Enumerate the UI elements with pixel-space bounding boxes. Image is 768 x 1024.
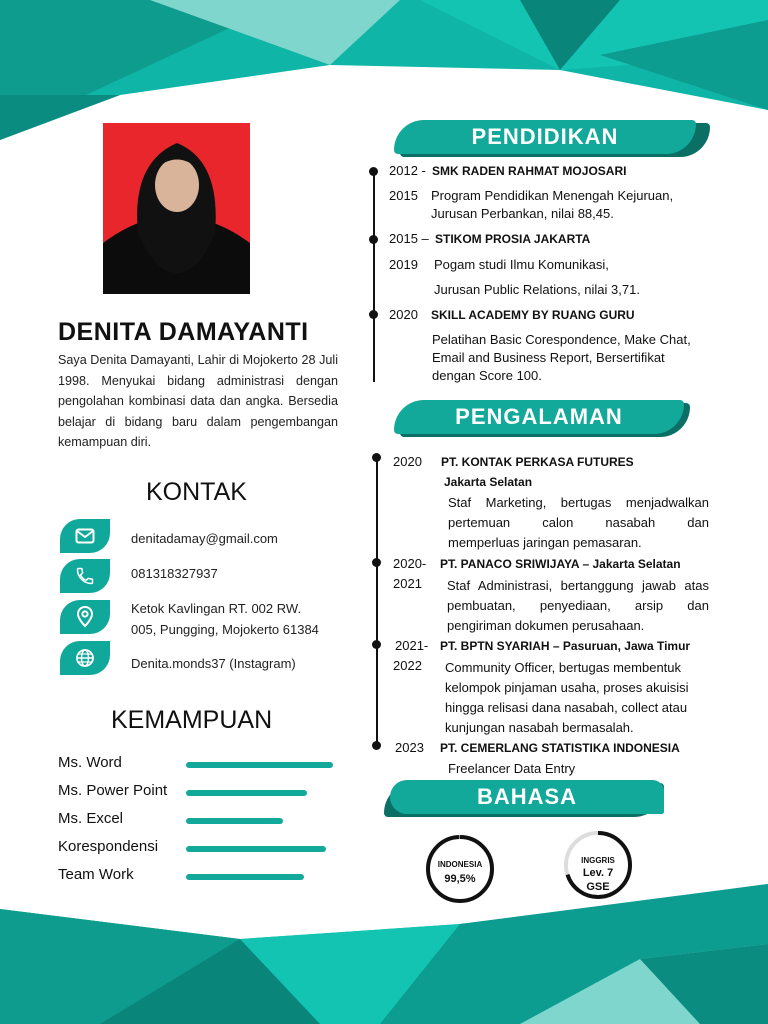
skill-level-bar	[186, 762, 333, 768]
skill-label: Team Work	[58, 866, 134, 883]
edu-desc: dengan Score 100.	[432, 368, 542, 383]
indonesia-gauge	[421, 834, 499, 904]
instagram-text: Denita.monds37 (Instagram)	[131, 656, 296, 671]
exp-desc-line: kunjungan nasabah bermasalah.	[445, 720, 634, 735]
exp-desc-line: Freelancer Data Entry	[448, 761, 576, 776]
exp-desc-line: Staf Administrasi, bertanggung jawab atas	[447, 578, 709, 593]
gauge-language-name: INGGRIS	[581, 856, 615, 865]
edu-desc: Program Pendidikan Menengah Kejuruan,	[431, 188, 674, 203]
pendidikan-timeline-line	[373, 170, 375, 382]
exp-desc-line: hingga relisasi dana nasabah, collect atau	[445, 700, 688, 715]
skill-label: Korespondensi	[58, 838, 159, 855]
skill-label: Ms. Excel	[58, 810, 124, 827]
exp-desc-line: Community Officer, bertugas membentuk	[445, 660, 682, 675]
edu-desc: Pogam studi Ilmu Komunikasi,	[434, 257, 609, 272]
bahasa-heading: BAHASA	[476, 784, 578, 809]
person-avatar-icon	[103, 123, 250, 294]
timeline-dot	[372, 558, 381, 567]
edu-year-end: 2015	[389, 188, 418, 203]
skill-level-bar	[186, 790, 307, 796]
gauge-value: Lev. 7	[582, 867, 614, 879]
skill-level-bar	[186, 846, 326, 852]
exp-company: PT. CEMERLANG STATISTIKA INDONESIA	[440, 741, 680, 755]
exp-company: PT. BPTN SYARIAH – Pasuruan, Jawa Timur	[440, 639, 691, 653]
gauge-language-name: INDONESIA	[437, 860, 483, 869]
address-line-2: 005, Pungging, Mojokerto 61384	[131, 622, 319, 637]
edu-school: SMK RADEN RAHMAT MOJOSARI	[432, 164, 627, 178]
location-pin-icon	[60, 600, 110, 634]
edu-desc: Pelatihan Basic Corespondence, Make Chat,	[432, 332, 691, 347]
kontak-heading: KONTAK	[146, 478, 247, 506]
skill-label: Ms. Word	[58, 754, 122, 771]
email-text: denitadamay@gmail.com	[131, 531, 278, 546]
exp-desc	[447, 576, 709, 636]
phone-icon	[60, 559, 110, 593]
exp-year-end: 2021	[393, 576, 422, 591]
exp-desc-line: memperluas jaringan pemasaran.	[448, 535, 642, 550]
timeline-dot	[369, 167, 378, 176]
profile-photo	[103, 123, 250, 294]
exp-desc-line: pertemuan calon nasabah dan	[448, 515, 709, 530]
pengalaman-heading: PENGALAMAN	[455, 404, 623, 429]
exp-desc-line: kelompok pinjaman usaha, proses akuisisi	[445, 680, 689, 695]
exp-year: 2021-	[395, 638, 429, 653]
timeline-dot	[369, 310, 378, 319]
skill-label: Ms. Power Point	[58, 782, 168, 799]
skill-level-bar	[186, 818, 283, 824]
about-text: Saya Denita Damayanti, Lahir di Mojokerto 28 Juli 1998. Menyukai bidang administrasi dengan pengolahan kombinasi data dan angka. Bersedia belajar di bidang baru dalam pengembangan kemampuan diri.	[58, 353, 338, 449]
exp-company: PT. KONTAK PERKASA FUTURES	[441, 455, 634, 469]
edu-desc: Email and Business Report, Bersertifikat	[432, 350, 665, 365]
exp-company: PT. PANACO SRIWIJAYA – Jakarta Selatan	[440, 557, 681, 571]
edu-school: SKILL ACADEMY BY RUANG GURU	[431, 308, 635, 322]
exp-year: 2023	[395, 740, 424, 755]
exp-year: 2020	[393, 454, 422, 469]
exp-year: 2020-	[393, 556, 427, 571]
timeline-dot	[372, 640, 381, 649]
edu-year-end: 2019	[389, 257, 418, 272]
timeline-dot	[372, 741, 381, 750]
edu-year-start: 2020	[389, 307, 418, 322]
pengalaman-banner	[394, 400, 684, 434]
edu-year-start: 2015 –	[389, 231, 429, 246]
gauge-value: 99,5%	[444, 873, 476, 885]
skill-level-bar	[186, 874, 304, 880]
bottom-decoration	[0, 884, 768, 1024]
exp-desc-line: pengiriman dokumen perusahaan.	[447, 618, 645, 633]
exp-desc-line: Staf Marketing, bertugas menjadwalkan	[448, 495, 709, 510]
exp-location: Jakarta Selatan	[444, 475, 533, 489]
edu-desc: Jurusan Public Relations, nilai 3,71.	[434, 282, 640, 297]
exp-desc	[448, 493, 709, 553]
gauge-value-unit: GSE	[586, 881, 610, 893]
phone-text: 081318327937	[131, 566, 218, 581]
bahasa-banner	[390, 780, 664, 814]
exp-year-end: 2022	[393, 658, 422, 673]
kemampuan-heading: KEMAMPUAN	[111, 706, 273, 734]
edu-school: STIKOM PROSIA JAKARTA	[435, 232, 591, 246]
exp-desc	[445, 658, 709, 738]
person-name: DENITA DAMAYANTI	[58, 318, 309, 346]
globe-icon	[60, 641, 110, 675]
timeline-dot	[372, 453, 381, 462]
exp-desc-line: pembuatan, penyediaan, arsip dan	[447, 598, 709, 613]
pendidikan-heading: PENDIDIKAN	[471, 124, 619, 149]
edu-year-start: 2012 -	[389, 163, 426, 178]
timeline-dot	[369, 235, 378, 244]
pendidikan-banner	[394, 120, 696, 154]
address-line-1: Ketok Kavlingan RT. 002 RW.	[131, 601, 302, 616]
email-icon	[60, 519, 110, 553]
edu-desc: Jurusan Perbankan, nilai 88,45.	[431, 206, 614, 221]
pengalaman-timeline-line	[376, 458, 378, 748]
